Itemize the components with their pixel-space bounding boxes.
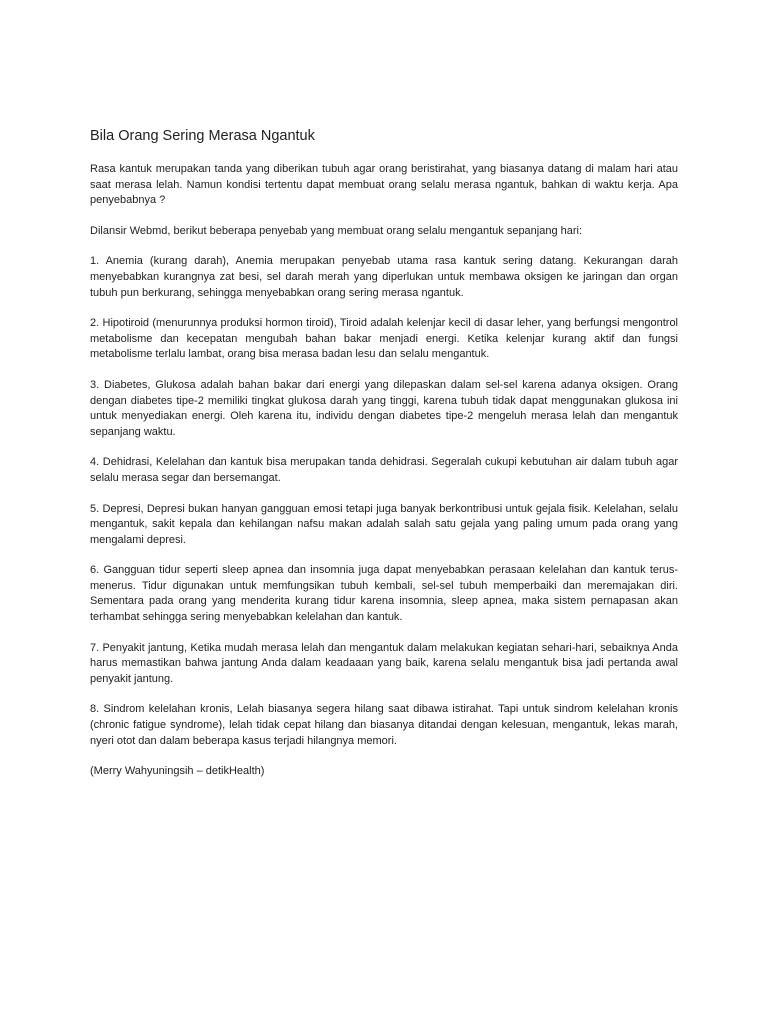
list-item-dehidrasi: 4. Dehidrasi, Kelelahan dan kantuk bisa merupakan tanda dehidrasi. Segeralah cukupi kebutuhan air dalam tubuh agar selalu merasa segar dan bersemangat. xyxy=(90,456,678,484)
list-item-hipotiroid: 2. Hipotiroid (menurunnya produksi hormon tiroid), Tiroid adalah kelenjar kecil di dasar leher, yang berfungsi mengontrol metabolisme dan kecepatan mengubah bahan bakar menjadi energi. Ketika kelenjar kurang aktif dan fungsi metabolisme terlalu lambat, orang bisa merasa badan lesu dan selalu mengantuk. xyxy=(90,317,678,361)
list-item-sindrom-kelelahan: 8. Sindrom kelelahan kronis, Lelah biasanya segera hilang saat dibawa istirahat. Tapi untuk sindrom kelelahan kronis (chronic fatigue syndrome), lelah tidak cepat hilang dan biasanya ditandai dengan kelesuan, mengantuk, lekas marah, nyeri otot dan dalam beberapa kasus terjadi hilangnya memori. xyxy=(90,703,678,747)
document-page xyxy=(90,126,678,780)
list-item-gangguan-tidur: 6. Gangguan tidur seperti sleep apnea dan insomnia juga dapat menyebabkan perasaan kelelahan dan kantuk terus-menerus. Tidur digunakan untuk memfungsikan tubuh kembali, sel-sel tubuh memperbaiki dan meremajakan diri. Sementara pada orang yang menderita kurang tidur karena insomnia, sleep apnea, maka sistem pernapasan akan terhambat sehingga sering menyebabkan kelelahan dan kantuk. xyxy=(90,564,678,624)
list-item-diabetes: 3. Diabetes, Glukosa adalah bahan bakar dari energi yang dilepaskan dalam sel-sel karena adanya oksigen. Orang dengan diabetes tipe-2 memiliki tingkat glukosa darah yang tinggi, karena tubuh tidak dapat menggunakan glukosa ini untuk menyediakan energi. Oleh karena itu, individu dengan diabetes tipe-2 mengeluh merasa lelah dan mengantuk sepanjang waktu. xyxy=(90,378,678,438)
intro-paragraph: Rasa kantuk merupakan tanda yang diberikan tubuh agar orang beristirahat, yang biasanya datang di malam hari atau saat merasa lelah. Namun kondisi tertentu dapat membuat orang selalu merasa ngantuk, bahkan di waktu kerja. Apa penyebabnya ? xyxy=(90,163,678,207)
document-title: Bila Orang Sering Merasa Ngantuk xyxy=(90,128,315,144)
list-item-depresi: 5. Depresi, Depresi bukan hanyan gangguan emosi tetapi juga banyak berkontribusi untuk gejala fisik. Kelelahan, selalu mengantuk, sakit kepala dan kehilangan nafsu makan adalah salah satu gejala yang paling umum pada orang yang mengalami depresi. xyxy=(90,502,678,546)
list-item-anemia: 1. Anemia (kurang darah), Anemia merupakan penyebab utama rasa kantuk sering datang. Kekurangan darah menyebabkan kurangnya zat besi, sel darah merah yang diperlukan untuk membawa oksigen ke jaringan dan organ tubuh pun berkurang, sehingga menyebabkan orang sering merasa ngantuk. xyxy=(90,255,678,299)
source-paragraph: Dilansir Webmd, berikut beberapa penyebab yang membuat orang selalu mengantuk sepanjang hari: xyxy=(90,224,583,237)
author-credit: (Merry Wahyuningsih – detikHealth) xyxy=(90,765,265,778)
list-item-penyakit-jantung: 7. Penyakit jantung, Ketika mudah merasa lelah dan mengantuk dalam melakukan kegiatan sehari-hari, sebaiknya Anda harus memastikan bahwa jantung Anda dalam keadaaan yang baik, karena selalu mengantuk bisa jadi pertanda awal penyakit jantung. xyxy=(90,641,678,685)
